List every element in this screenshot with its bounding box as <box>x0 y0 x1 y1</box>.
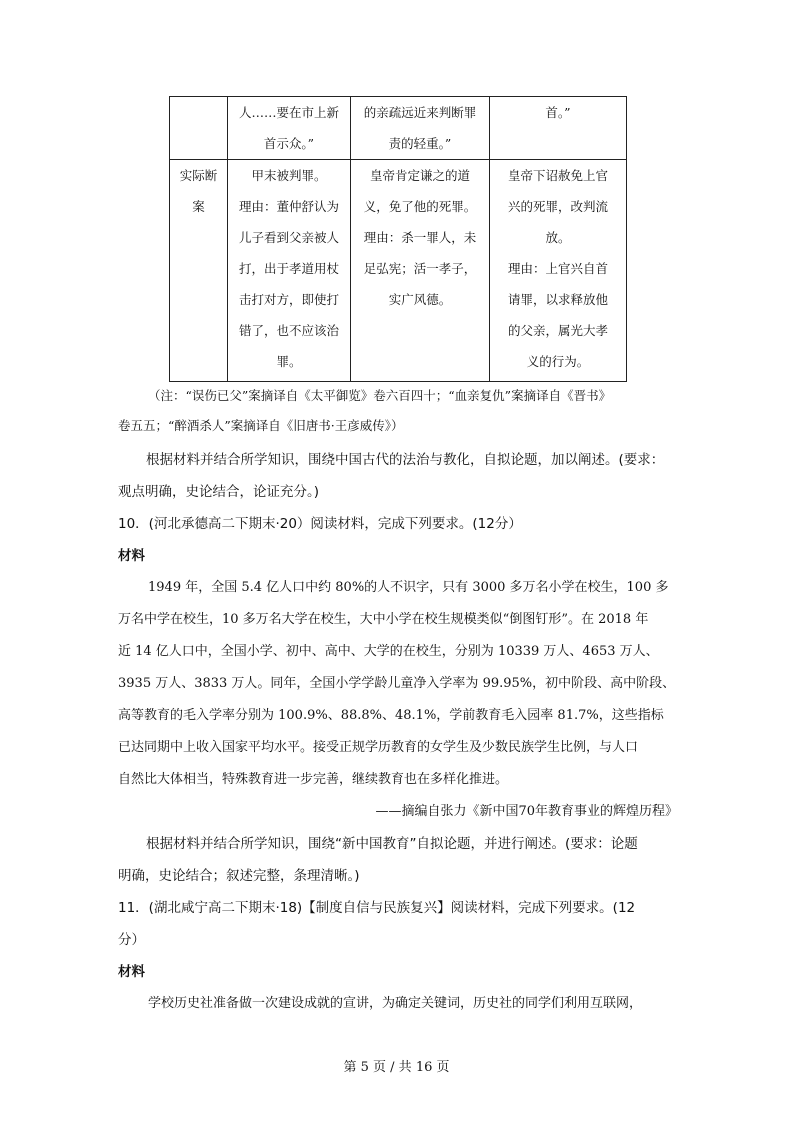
cell-text: 案 <box>192 199 205 214</box>
cell-text: 实广风德。 <box>388 292 452 307</box>
cell-text: 首示众。” <box>263 136 315 151</box>
cell-text: 请罪，以求释放他 <box>507 292 608 307</box>
cell-text: 足弘宪；活一孝子， <box>363 261 477 276</box>
question-instruction: 根据材料并结合所学知识，围绕“新中国教育”自拟论题，并进行阐述。(要求：论题 <box>146 836 638 852</box>
cell-text: 错了，也不应该治 <box>238 323 339 338</box>
cell-text: 击打对方，即使打 <box>238 292 339 307</box>
cell-text: 打，出于孝道用杖 <box>238 261 339 276</box>
cell-text: 义，免了他的死罪。 <box>363 199 477 214</box>
table-row <box>170 160 627 382</box>
question-heading: 分） <box>118 932 145 948</box>
cell-text: 的亲疏远近来判断罪 <box>363 105 477 120</box>
material-text: 学校历史社准备做一次建设成就的宣讲，为确定关键词，历史社的同学们利用互联网， <box>148 996 643 1011</box>
table-note: 卷五五；“醉酒杀人”案摘译自《旧唐书·王彦威传》） <box>118 418 404 433</box>
table-note: （注：“误伤已父”案摘译自《太平御览》卷六百四十；“血亲复仇”案摘译自《晋书》 <box>148 388 612 403</box>
question-instruction: 根据材料并结合所学知识，围绕中国古代的法治与教化，自拟论题，加以阐述。(要求： <box>146 452 665 468</box>
cell-text: 兴的死罪，改判流 <box>507 199 608 214</box>
material-source: ——摘编自张力《新中国70年教育事业的辉煌历程》 <box>375 804 678 819</box>
cell-text: 理由：上官兴自首 <box>507 261 608 276</box>
table-cell <box>351 160 490 382</box>
material-text: 1949 年，全国 5.4 亿人口中约 80%的人不识字，只有 3000 多万名小学在校生，100 多 <box>148 580 669 595</box>
cell-text: 甲末被判罪。 <box>251 168 327 183</box>
table-cell <box>490 97 627 160</box>
question-heading: 11．(湖北咸宁高二下期末·18)【制度自信与民族复兴】阅读材料，完成下列要求。(12 <box>118 900 636 916</box>
cell-text: 儿子看到父亲被人 <box>238 230 339 245</box>
cell-text: 罪。 <box>276 354 302 369</box>
cell-text: 理由：董仲舒认为 <box>238 199 339 214</box>
table-cell <box>351 97 490 160</box>
cell-text: 责的轻重。” <box>388 136 452 151</box>
case-comparison-table <box>169 96 627 382</box>
cell-text: 理由：杀一罪人，未 <box>363 230 477 245</box>
table-cell <box>228 160 351 382</box>
cell-text: 义的行为。 <box>526 354 590 369</box>
question-heading: 10．(河北承德高二下期末·20）阅读材料，完成下列要求。(12分） <box>118 516 522 532</box>
material-text: 高等教育的毛入学率分别为 100.9%、88.8%、48.1%，学前教育毛入园率 81.7%，这些指标 <box>118 708 664 723</box>
table-row-header <box>170 160 228 382</box>
cell-text: 皇帝下诏赦免上官 <box>507 168 608 183</box>
cell-text: 人……要在市上新 <box>238 105 339 120</box>
table-cell <box>170 97 228 160</box>
question-instruction: 明确，史论结合；叙述完整，条理清晰。) <box>118 868 360 884</box>
material-text: 自然比大体相当，特殊教育进一步完善，继续教育也在多样化推进。 <box>118 772 509 787</box>
table-row <box>170 97 627 160</box>
question-instruction: 观点明确，史论结合，论证充分。) <box>118 484 320 500</box>
table-cell <box>490 160 627 382</box>
cell-text: 放。 <box>545 230 571 245</box>
material-text: 近 14 亿人口中，全国小学、初中、高中、大学的在校生，分别为 10339 万人、4653 万人、 <box>118 644 659 659</box>
table-cell <box>228 97 351 160</box>
cell-text: 实际断 <box>179 168 218 183</box>
material-label: 材料 <box>118 964 145 980</box>
material-text: 已达同期中上收入国家平均水平。接受正规学历教育的女学生及少数民族学生比例，与人口 <box>118 740 639 755</box>
page-footer: 第 5 页 / 共 16 页 <box>343 1060 450 1075</box>
material-text: 万名中学在校生，10 多万名大学在校生，大中小学在校生规模类似“倒图钉形”。在 2018 年 <box>118 612 649 627</box>
material-text: 3935 万人、3833 万人。同年，全国小学学龄儿童净入学率为 99.95%，初中阶段、高中阶段、 <box>118 676 676 691</box>
cell-text: 首。” <box>545 105 571 120</box>
material-label: 材料 <box>118 548 145 564</box>
cell-text: 的父亲，属光大孝 <box>507 323 608 338</box>
cell-text: 皇帝肯定谦之的道 <box>369 168 470 183</box>
